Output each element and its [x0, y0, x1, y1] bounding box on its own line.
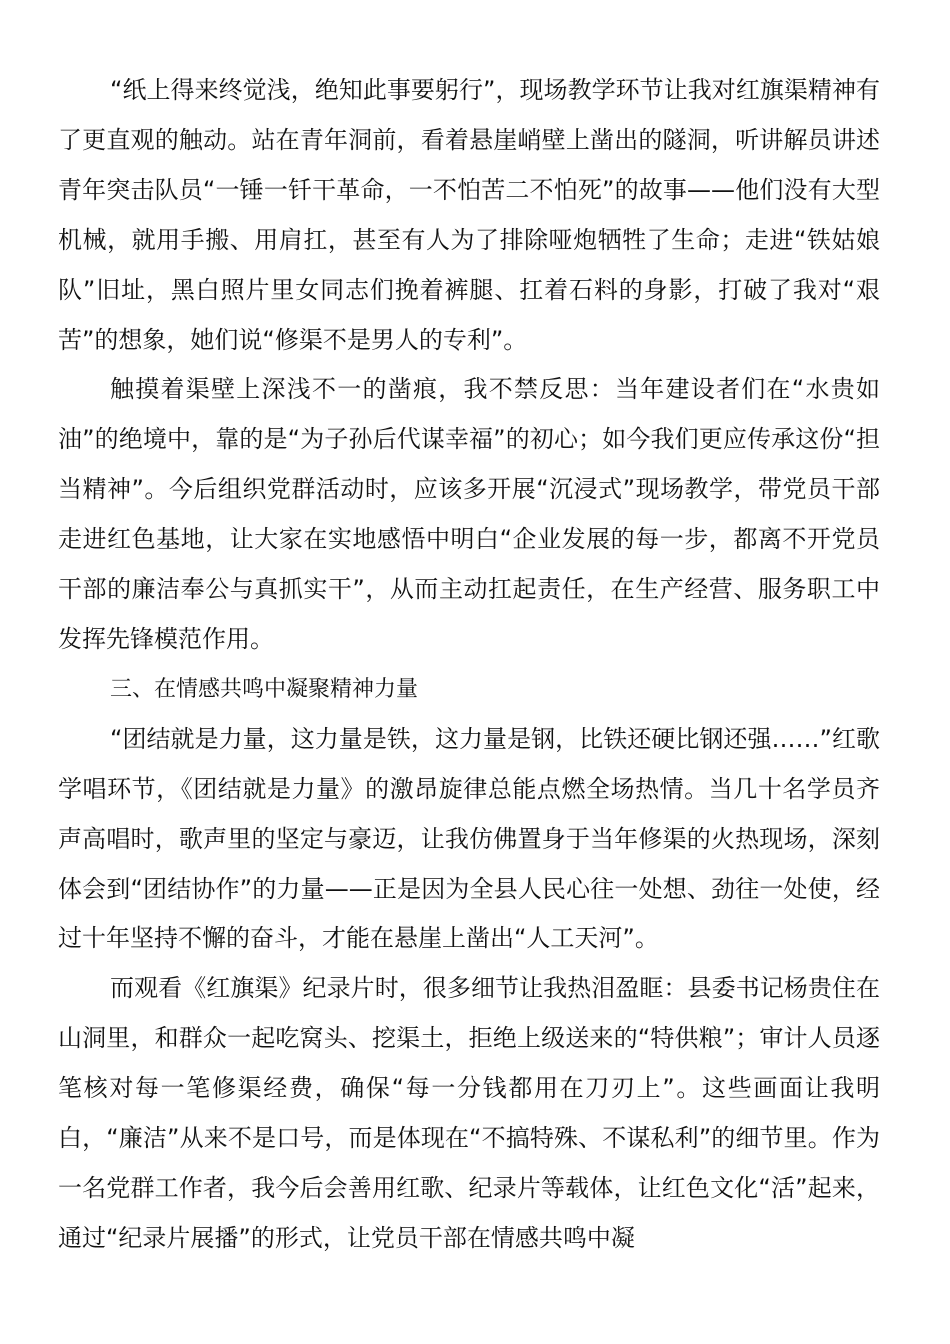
paragraph-reflection: 触摸着渠壁上深浅不一的凿痕，我不禁反思：当年建设者们在“水贵如油”的绝境中，靠的是“为子孙后代谋幸福”的初心；如今我们更应传承这份“担当精神”。今后组织党群活动时，应该多开展“沉浸式”现场教学，带党员干部走进红色基地，让大家在实地感悟中明白“企业发展的每一步，都离不开党员干部的廉洁奉公与真抓实干”，从而主动扛起责任，在生产经营、服务职工中发挥先锋模范作用。	[58, 375, 880, 653]
paragraph-field-teaching: “纸上得来终觉浅，绝知此事要躬行”，现场教学环节让我对红旗渠精神有了更直观的触动。站在青年洞前，看着悬崖峭壁上凿出的隧洞，听讲解员讲述青年突击队员“一锤一钎干革命，一不怕苦二不怕死”的故事——他们没有大型机械，就用手搬、用肩扛，甚至有人为了排除哑炮牺牲了生命；走进“铁姑娘队”旧址，黑白照片里女同志们挽着裤腿、扛着石料的身影，打破了我对“艰苦”的想象，她们说“修渠不是男人的专利”。	[58, 76, 880, 354]
paragraph-documentary: 而观看《红旗渠》纪录片时，很多细节让我热泪盈眶：县委书记杨贵住在山洞里，和群众一起吃窝头、挖渠土，拒绝上级送来的“特供粮”；审计人员逐笔核对每一笔修渠经费，确保“每一分钱都用在刀刃上”。这些画面让我明白，“廉洁”从来不是口号，而是体现在“不搞特殊、不谋私利”的细节里。作为一名党群工作者，我今后会善用红歌、纪录片等载体，让红色文化“活”起来，通过“纪录片展播”的形式，让党员干部在情感共鸣中凝	[58, 974, 880, 1252]
section-heading: 三、在情感共鸣中凝聚精神力量	[110, 676, 419, 702]
document-body	[58, 66, 880, 1264]
paragraph-red-song: “团结就是力量，这力量是铁，这力量是钢，比铁还硬比钢还强……”红歌学唱环节，《团结就是力量》的激昂旋律总能点燃全场热情。当几十名学员齐声高唱时，歌声里的坚定与豪迈，让我仿佛置身于当年修渠的火热现场，深刻体会到“团结协作”的力量——正是因为全县人民心往一处想、劲往一处使，经过十年坚持不懈的奋斗，才能在悬崖上凿出“人工天河”。	[58, 724, 880, 953]
